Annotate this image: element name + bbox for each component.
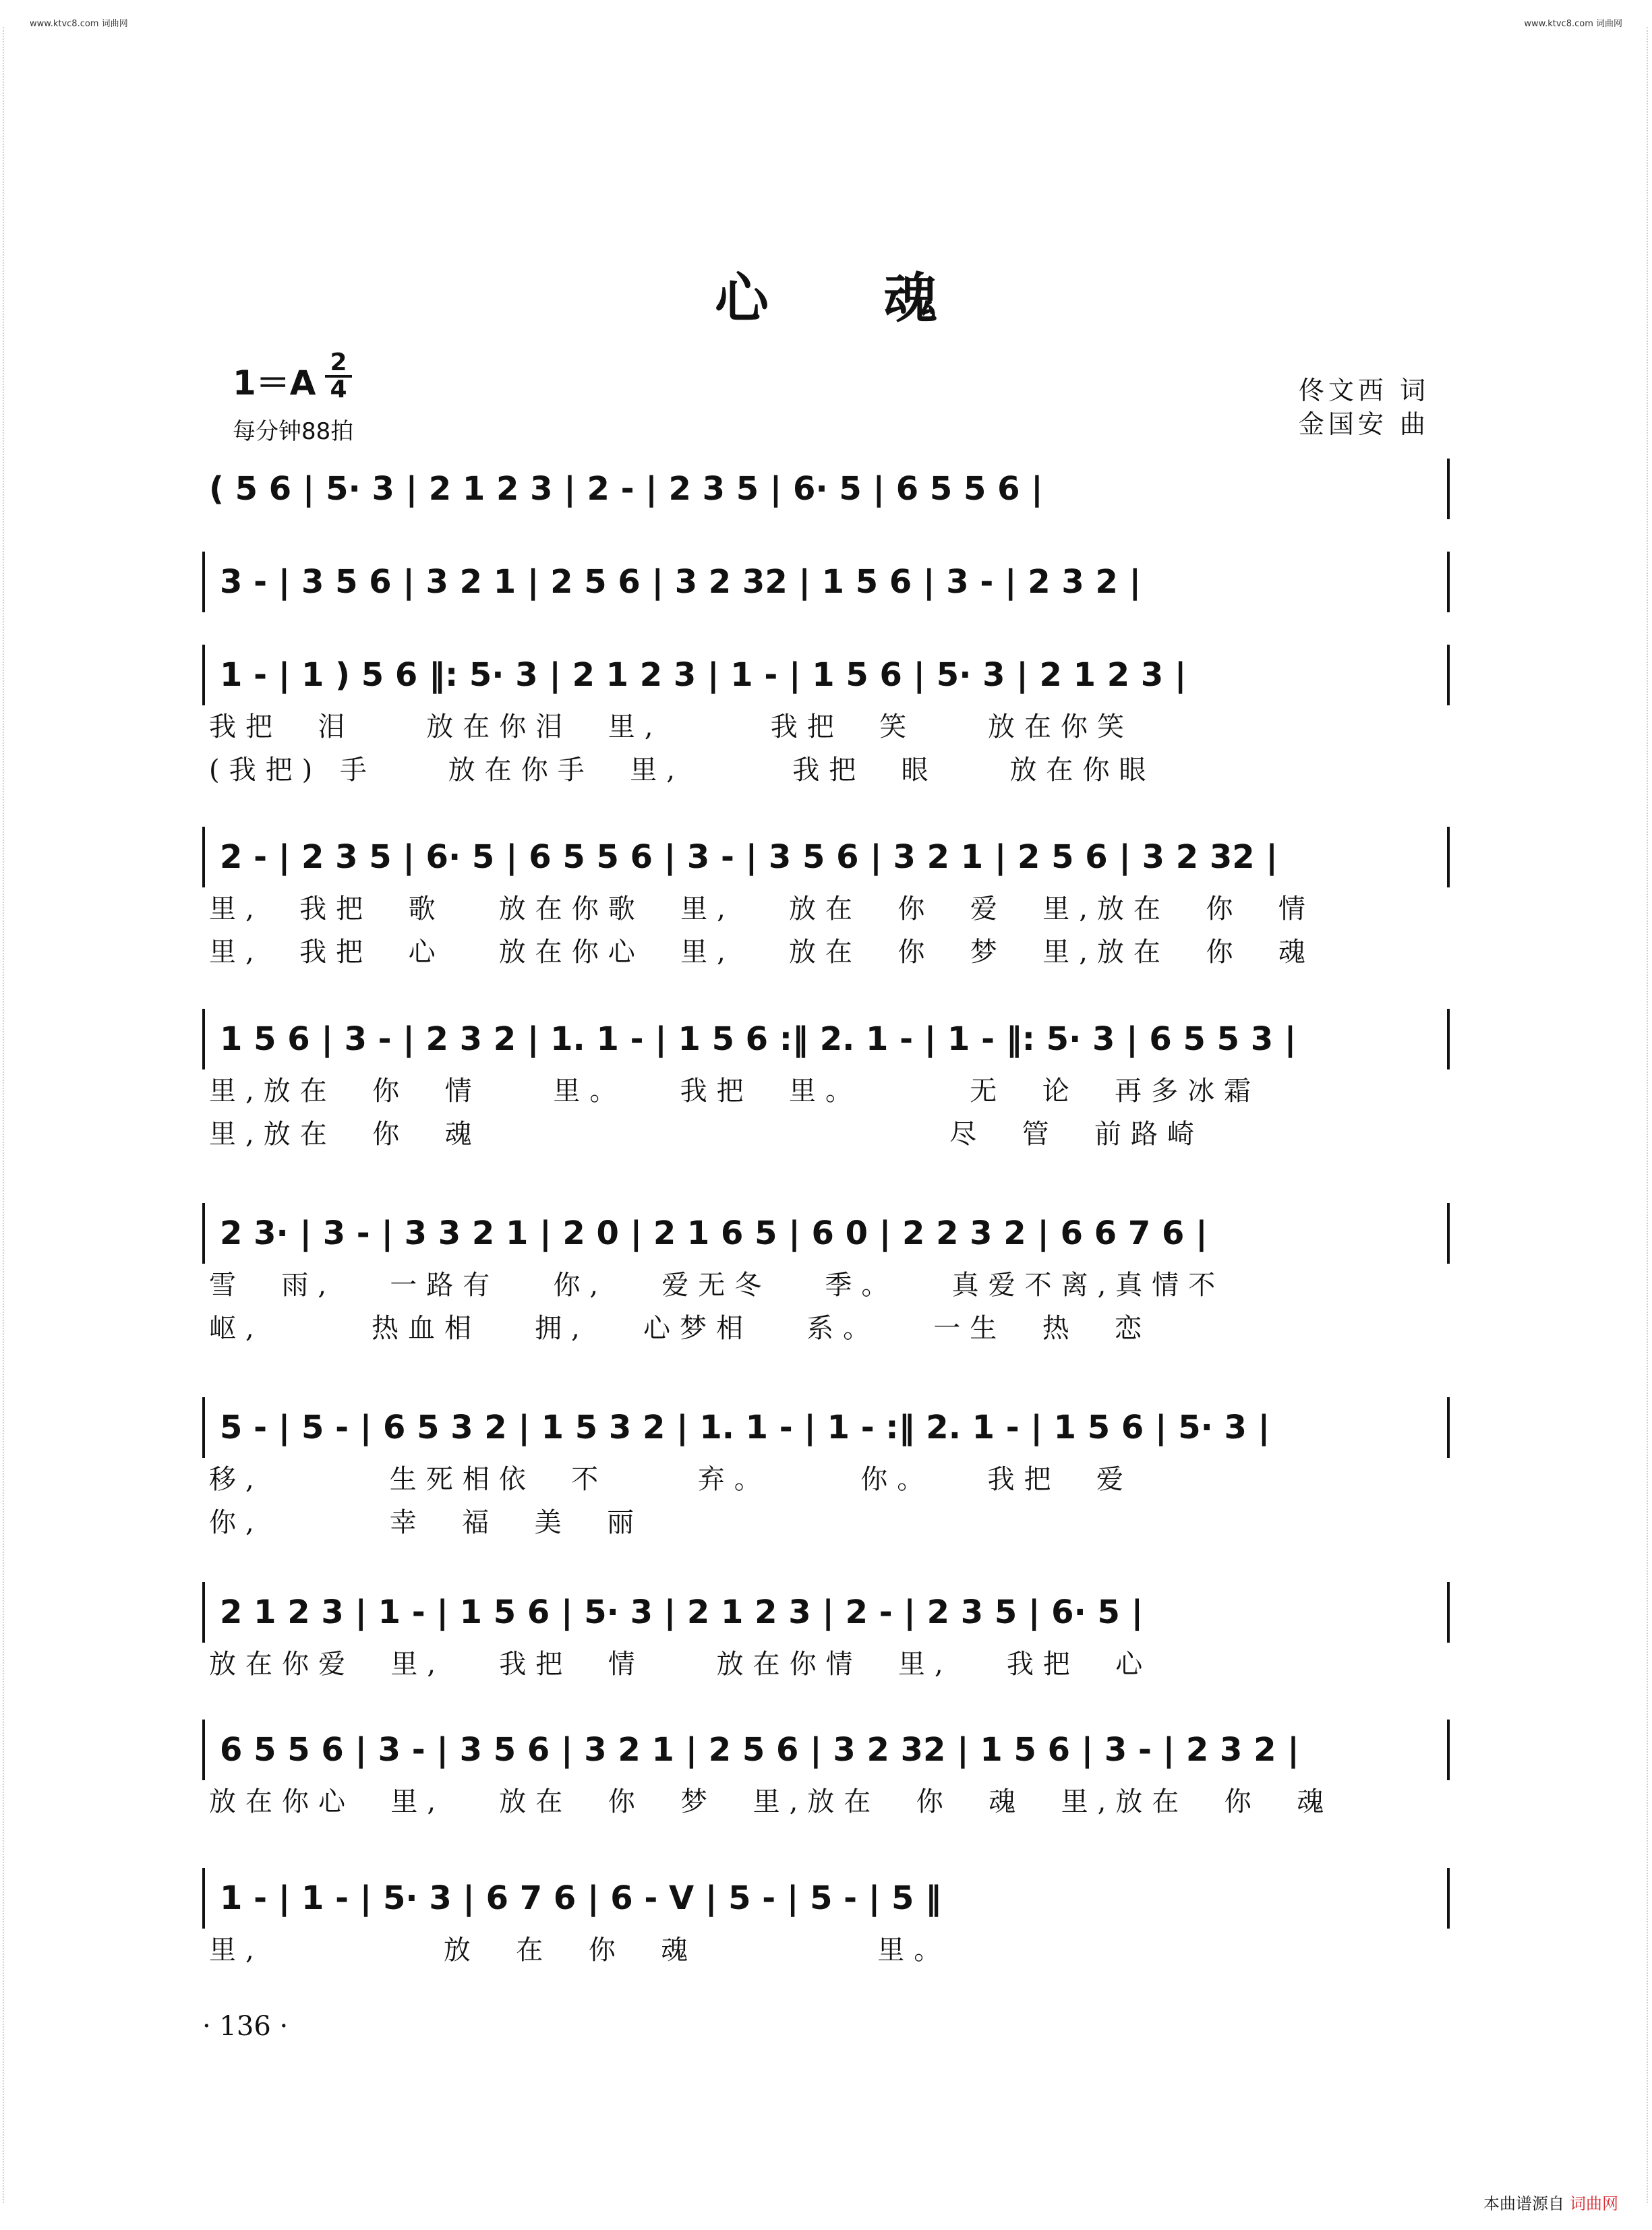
notation-line: 2 - | 2 3 5 | 6· 5 | 6 5 5 6 | 3 - | 3 5 6 | 3 2 1 | 2 5 6 | 3 2 32 | xyxy=(202,827,1450,887)
lyrics-verse-1: 放在你爱 里, 我把 情 放在你情 里, 我把 心 xyxy=(209,1649,1152,1680)
footer-brand-link[interactable]: 词曲网 xyxy=(1570,2194,1618,2213)
score-system-1 xyxy=(202,459,1450,519)
footer-label: 本曲谱源自 xyxy=(1483,2194,1564,2213)
time-signature-top: 2 xyxy=(330,349,347,376)
tempo-marking: 每分钟88拍 xyxy=(233,418,354,445)
notation-line: 6 5 5 6 | 3 - | 3 5 6 | 3 2 1 | 2 5 6 | 3 2 32 | 1 5 6 | 3 - | 2 3 2 | xyxy=(202,1720,1450,1780)
score-system-7 xyxy=(202,1397,1450,1544)
score-system-5 xyxy=(202,1009,1450,1156)
lyrics-verse-1: 雪 雨, 一路有 你, 爱无冬 季。 真爱不离,真情不 xyxy=(209,1270,1225,1301)
score-system-6 xyxy=(202,1203,1450,1350)
composer-credit: 金国安 曲 xyxy=(1298,409,1429,439)
notation-line: 5 - | 5 - | 6 5 3 2 | 1 5 3 2 | 1. 1 - | 1 - :‖ 2. 1 - | 1 5 6 | 5· 3 | xyxy=(202,1397,1450,1458)
watermark-top-right: www.ktvc8.com 词曲网 xyxy=(1524,19,1622,29)
time-signature xyxy=(325,349,352,403)
score-system-8 xyxy=(202,1582,1450,1686)
lyrics-verse-2: 里, 我把 心 放在你心 里, 放在 你 梦 里,放在 你 魂 xyxy=(209,937,1315,968)
source-footer xyxy=(1483,2190,1618,2214)
notation-line: 3 - | 3 5 6 | 3 2 1 | 2 5 6 | 3 2 32 | 1 5 6 | 3 - | 2 3 2 | xyxy=(202,552,1450,612)
key-signature: 1＝A xyxy=(233,363,316,403)
page-edge-left xyxy=(3,27,9,2203)
lyrics-verse-2: (我把) 手 放在你手 里, 我把 眼 放在你眼 xyxy=(209,755,1156,786)
lyrics-verse-2: 你, 幸 福 美 丽 xyxy=(209,1507,644,1538)
lyrics-verse-1: 放在你心 里, 放在 你 梦 里,放在 你 魂 里,放在 你 魂 xyxy=(209,1786,1334,1817)
notation-line: 1 5 6 | 3 - | 2 3 2 | 1. 1 - | 1 5 6 :‖ 2. 1 - | 1 - ‖: 5· 3 | 6 5 5 3 | xyxy=(202,1009,1450,1069)
page-number: · 136 · xyxy=(202,2011,289,2042)
notation-line: 1 - | 1 ) 5 6 ‖: 5· 3 | 2 1 2 3 | 1 - | 1 5 6 | 5· 3 | 2 1 2 3 | xyxy=(202,645,1450,705)
lyrics-verse-1: 里, 我把 歌 放在你歌 里, 放在 你 爱 里,放在 你 情 xyxy=(209,893,1315,925)
page-edge-right xyxy=(1641,27,1648,2203)
lyrics-verse-2: 里,放在 你 魂 尽 管 前路崎 xyxy=(209,1119,1204,1150)
lyricist-credit: 佟文西 词 xyxy=(1298,376,1429,405)
notation-line: 2 3· | 3 - | 3 3 2 1 | 2 0 | 2 1 6 5 | 6 0 | 2 2 3 2 | 6 6 7 6 | xyxy=(202,1203,1450,1264)
lyrics-verse-1: 里,放在 你 情 里。 我把 里。 无 论 再多冰霜 xyxy=(209,1076,1261,1107)
score-system-3 xyxy=(202,645,1450,792)
lyrics-verse-1: 里, 放 在 你 魂 里。 xyxy=(209,1935,951,1966)
notation-line: 2 1 2 3 | 1 - | 1 5 6 | 5· 3 | 2 1 2 3 | 2 - | 2 3 5 | 6· 5 | xyxy=(202,1582,1450,1643)
score-system-9 xyxy=(202,1720,1450,1823)
time-signature-bottom: 4 xyxy=(330,376,347,403)
notation-line: ( 5 6 | 5· 3 | 2 1 2 3 | 2 - | 2 3 5 | 6· 5 | 6 5 5 6 | xyxy=(202,459,1450,519)
lyrics-verse-1: 我把 泪 放在你泪 里, 我把 笑 放在你笑 xyxy=(209,711,1134,742)
lyrics-verse-2: 岖, 热血相 拥, 心梦相 系。 一生 热 恋 xyxy=(209,1313,1152,1344)
watermark-top-left: www.ktvc8.com 词曲网 xyxy=(30,19,128,29)
score-system-4 xyxy=(202,827,1450,974)
score-system-10 xyxy=(202,1868,1450,1972)
song-title: 心魂 xyxy=(715,267,1052,330)
lyrics-verse-1: 移, 生死相依 不 弃。 你。 我把 爱 xyxy=(209,1464,1133,1495)
score-system-2 xyxy=(202,552,1450,612)
notation-line: 1 - | 1 - | 5· 3 | 6 7 6 | 6 - V | 5 - | 5 - | 5 ‖ xyxy=(202,1868,1450,1929)
